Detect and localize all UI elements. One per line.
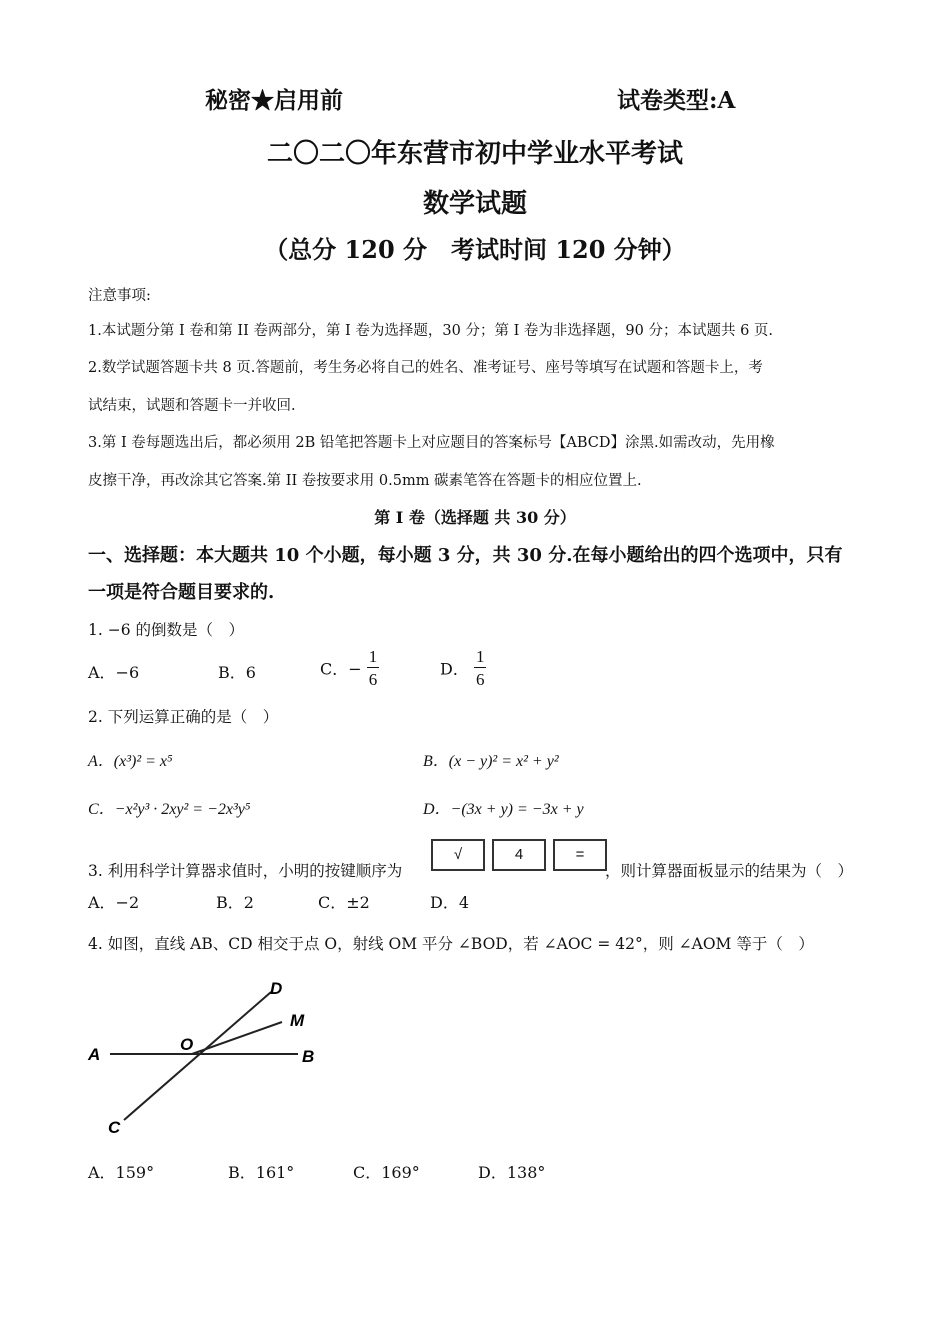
q4-option-a: A．159° [88, 1163, 155, 1182]
q3-option-b: B．2 [216, 893, 254, 912]
exam-title: 二〇二〇年东营市初中学业水平考试 [266, 139, 683, 169]
note-1: 1.本试题分第 I 卷和第 II 卷两部分，第 I 卷为选择题，30 分；第 I 卷为非选择题，90 分；本试题共 6 页. [88, 323, 774, 339]
q1-option-c [320, 648, 379, 688]
part1-line-a: 一、选择题：本大题共 10 个小题，每小题 3 分，共 30 分.在每小题给出的四个选项中，只有 [88, 545, 843, 566]
q3-option-a: A．−2 [88, 893, 140, 912]
q4-option-b: B．161° [228, 1163, 295, 1182]
line-cd [124, 992, 271, 1120]
score-time: （总分 120 分 考试时间 120 分钟） [264, 235, 686, 264]
label-a: A [88, 1045, 101, 1064]
part1-line-b: 一项是符合题目要求的. [88, 582, 275, 603]
q1-option-d [440, 648, 486, 688]
q2-option-d: D．−(3x + y) = −3x + y [423, 801, 584, 818]
q3-stem-prefix: 3. 利用科学计算器求值时，小明的按键顺序为 [88, 862, 403, 880]
section-title: 第 I 卷（选择题 共 30 分） [374, 508, 576, 527]
calculator-sqrt-key: √ [431, 839, 485, 871]
fraction-denominator: 6 [368, 670, 378, 689]
q1-option-d-fraction [474, 648, 487, 688]
q1-stem: 1. −6 的倒数是（ ） [88, 621, 244, 639]
q3-stem-suffix: ，则计算器面板显示的结果为（ ） [605, 862, 854, 880]
note-3b: 皮擦干净，再改涂其它答案.第 II 卷按要求用 0.5mm 碳素笔答在答题卡的相应位置上. [88, 473, 642, 489]
notes-heading: 注意事项: [88, 288, 151, 304]
q2-option-a: A．(x³)² = x⁵ [88, 753, 173, 770]
q1-option-b: B．6 [218, 663, 256, 682]
label-d: D [270, 979, 283, 998]
q4-option-d: D．138° [478, 1163, 546, 1182]
fraction-numerator: 1 [368, 647, 378, 666]
q4-option-c: C．169° [353, 1163, 420, 1182]
subject-title: 数学试题 [422, 189, 527, 219]
fraction-denominator: 6 [475, 670, 485, 689]
q1-option-c-fraction [367, 648, 380, 688]
ray-om [192, 1022, 282, 1054]
q1-option-a: A．−6 [88, 663, 140, 682]
q4-stem: 4. 如图，直线 AB、CD 相交于点 O，射线 OM 平分 ∠BOD，若 ∠AOC = 42°，则 ∠AOM 等于（ ） [88, 935, 814, 953]
note-3a: 3.第 I 卷每题选出后，都必须用 2B 铅笔把答题卡上对应题目的答案标号【ABCD】涂黑.如需改动，先用橡 [88, 435, 775, 451]
label-c: C [108, 1118, 121, 1137]
q2-option-b: B．(x − y)² = x² + y² [423, 753, 559, 770]
secret-label: 秘密★启用前 [205, 87, 343, 114]
q2-stem: 2. 下列运算正确的是（ ） [88, 708, 279, 726]
q1-option-d-prefix: D． [440, 659, 469, 679]
calculator-4-key: 4 [492, 839, 546, 871]
label-b: B [302, 1047, 315, 1066]
calculator-equals-key: = [553, 839, 607, 871]
q3-option-c: C．±2 [318, 893, 370, 912]
paper-type: 试卷类型:A [617, 87, 736, 114]
q1-option-c-prefix: C．− [320, 659, 362, 679]
q3-option-d: D．4 [430, 893, 470, 912]
q2-option-c: C．−x²y³ · 2xy² = −2x³y⁵ [88, 801, 251, 818]
geometry-figure [80, 970, 340, 1140]
note-2a: 2.数学试题答题卡共 8 页.答题前，考生务必将自己的姓名、准考证号、座号等填写在试题和答题卡上，考 [88, 360, 763, 376]
label-o: O [180, 1035, 194, 1054]
fraction-numerator: 1 [475, 647, 485, 666]
note-2b: 试结束，试题和答题卡一并收回. [88, 398, 296, 414]
label-m: M [290, 1011, 305, 1030]
